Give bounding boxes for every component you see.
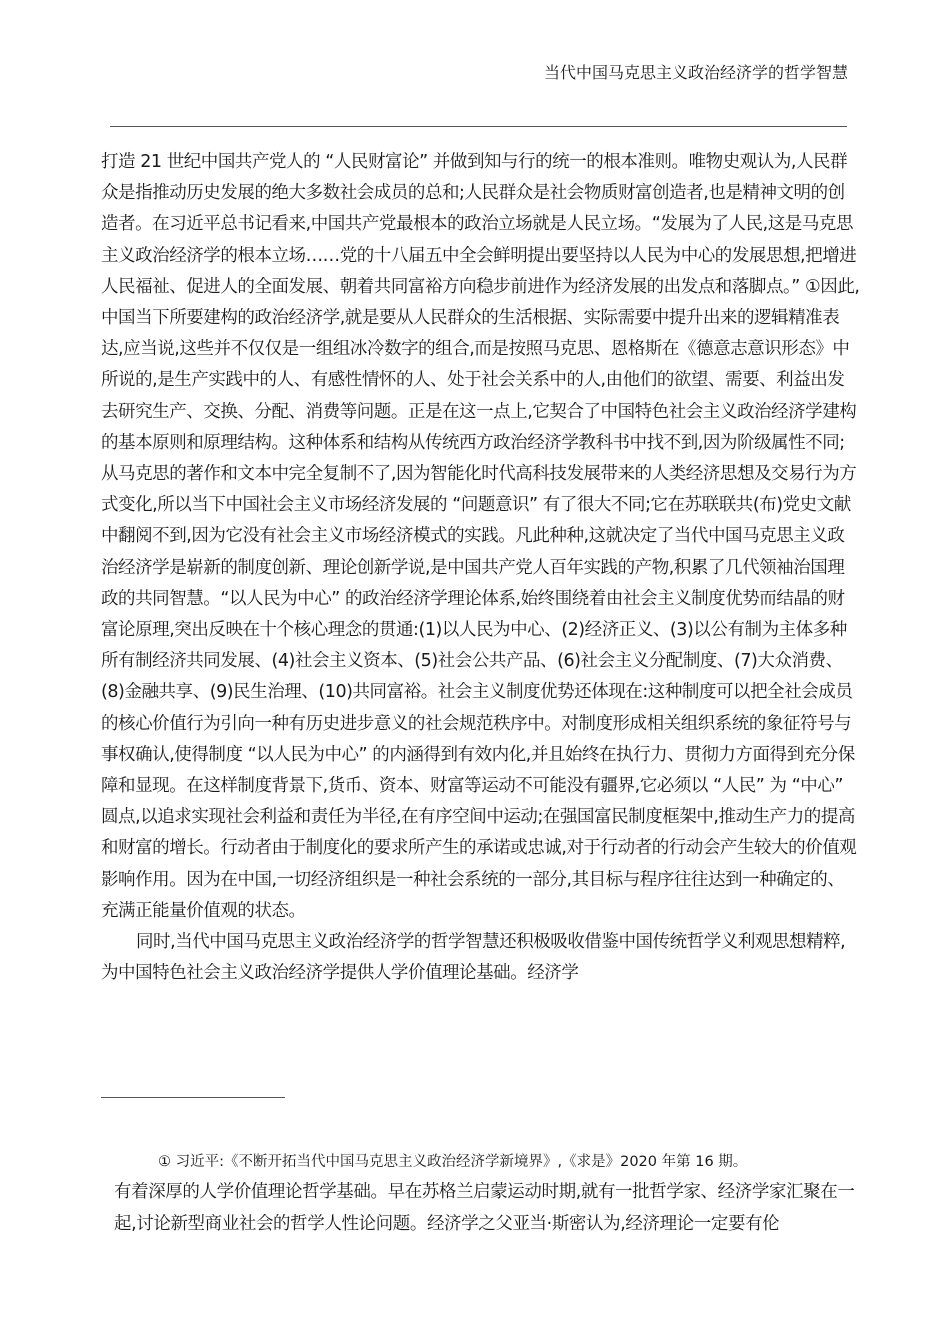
continuation-paragraph: 有着深厚的人学价值理论哲学基础。早在苏格兰启蒙运动时期,就有一批哲学家、经济学家汇聚在一起,讨论新型商业社会的哲学人性论问题。经济学之父亚当·斯密认为,经济理论一定要有伦 (114, 1182, 855, 1234)
main-text (101, 147, 861, 989)
continuation-text (114, 1176, 859, 1240)
header-divider (110, 126, 847, 127)
footnote: ① 习近平:《不断开拓当代中国马克思主义政治经济学新境界》,《求是》2020 年第 16 期。 (158, 1154, 748, 1170)
footnote-divider (101, 1097, 285, 1098)
running-header: 当代中国马克思主义政治经济学的哲学智慧 (543, 63, 848, 82)
body-paragraph-2: 同时,当代中国马克思主义政治经济学的哲学智慧还积极吸收借鉴中国传统哲学义利观思想精粹,为中国特色社会主义政治经济学提供人学价值理论基础。经济学 (101, 932, 846, 984)
body-paragraph-1: 打造 21 世纪中国共产党人的 “人民财富论” 并做到知与行的统一的根本准则。唯物史观认为,人民群众是指推动历史发展的绝大多数社会成员的总和;人民群众是社会物质财富创造者,也是精神文明的创造者。在习近平总书记看来,中国共产党最根本的政治立场就是人民立场。“发展为了人民,这是马克思主义政治经济学的根本立场……党的十八届五中全会鲜明提出要坚持以人民为中心的发展思想,把增进人民福祉、促进人的全面发展、朝着共同富裕方向稳步前进作为经济发展的出发点和落脚点。” ①因此,中国当下所要建构的政治经济学,就是要从人民群众的生活根据、实际需要中提升出来的逻辑精准表达,应当说,这些并不仅仅是一组组冰冷数字的组合,而是按照马克思、恩格斯在《德意志意识形态》中所说的,是生产实践中的人、有感性情怀的人、处于社会关系中的人,由他们的欲望、需要、利益出发去研究生产、交换、分配、消费等问题。正是在这一点上,它契合了中国特色社会主义政治经济学建构的基本原则和原理结构。这种体系和结构从传统西方政治经济学教科书中找不到,因为阶级属性不同;从马克思的著作和文本中完全复制不了,因为智能化时代高科技发展带来的人类经济思想及交易行为方式变化,所以当下中国社会主义市场经济发展的 “问题意识” 有了很大不同;它在苏联联共(布)党史文献中翻阅不到,因为它没有社会主义市场经济模式的实践。凡此种种,这就决定了当代中国马克思主义政治经济学是崭新的制度创新、理论创新学说,是中国共产党人百年实践的产物,积累了几代领袖治国理政的共同智慧。“以人民为中心” 的政治经济学理论体系,始终围绕着由社会主义制度优势而结晶的财富论原理,突出反映在十个核心理念的贯通:(1)以人民为中心、(2)经济正义、(3)以公有制为主体多种所有制经济共同发展、(4)社会主义资本、(5)社会公共产品、(6)社会主义分配制度、(7)大众消费、(8)金融共享、(9)民生治理、(10)共同富裕。社会主义制度优势还体现在:这种制度可以把全社会成员的核心价值行为引向一种有历史进步意义的社会规范秩序中。对制度形成相关组织系统的象征符号与事权确认,使得制度 “以人民为中心” 的内涵得到有效内化,并且始终在执行力、贯彻力方面得到充分保障和显现。在这样制度背景下,货币、资本、财富等运动不可能没有疆界,它必须以 “人民” 为 “中心” 圆点,以追求实现社会利益和责任为半径,在有序空间中运动;在强国富民制度框架中,推动生产力的提高和财富的增长。行动者由于制度化的要求所产生的承诺或忠诚,对于行动者的行动会产生较大的价值观影响作用。因为在中国,一切经济组织是一种社会系统的一部分,其目标与程序往往达到一种确定的、充满正能量价值观的状态。 (101, 152, 860, 921)
